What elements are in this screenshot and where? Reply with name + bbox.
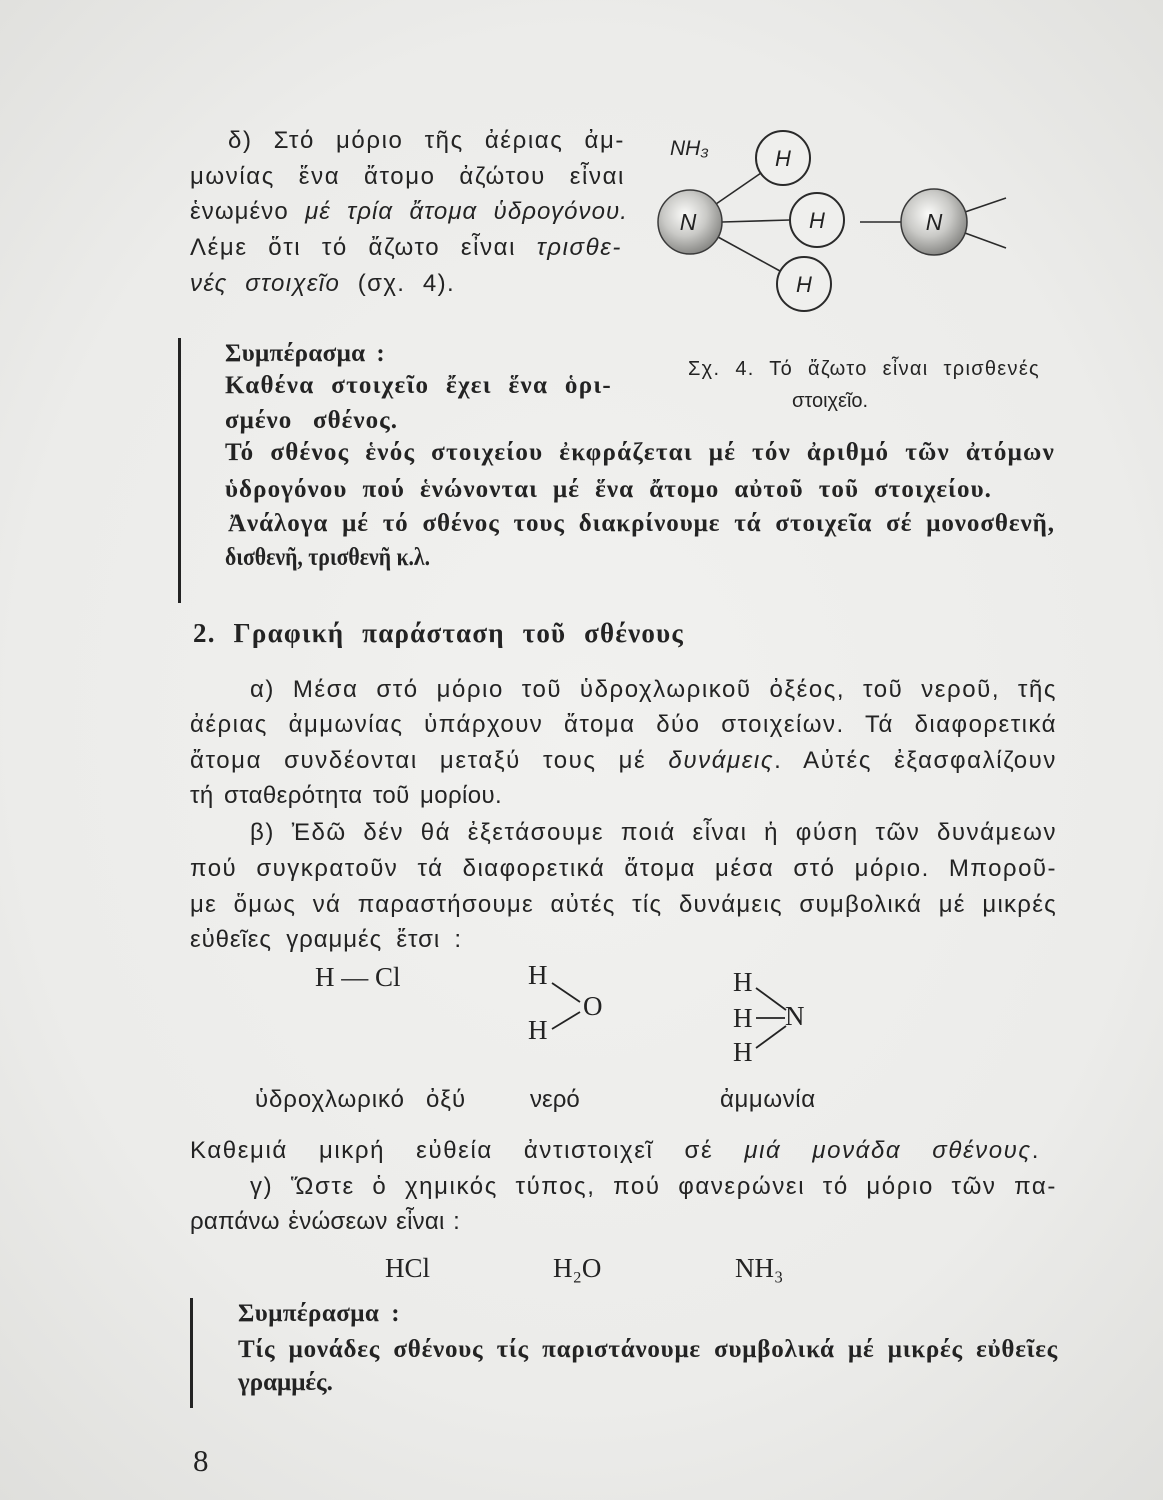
conclusion-line <box>225 475 992 505</box>
ammonia-nitrogen: N <box>785 1001 805 1031</box>
bond-line <box>716 173 761 204</box>
paragraph-d-line <box>190 269 455 299</box>
label-text: ἀμμωνία <box>720 1086 816 1113</box>
line-text: Τό σθένος ἑνός στοιχείου ἐκφράζεται μέ τόν ἀριθμό τῶν ἀτόμων <box>225 439 1055 466</box>
bond-line <box>756 1026 786 1048</box>
line-text: μωνίας ἕνα ἄτομο ἀζώτου εἶναι <box>190 163 625 190</box>
paragraph-d-line <box>190 162 625 192</box>
label-text: νερό <box>530 1086 580 1113</box>
figure-caption-line <box>792 388 868 414</box>
water-hydrogen-bottom: H <box>528 1015 548 1045</box>
conclusion-box-border <box>178 338 181 603</box>
water-oxygen: O <box>583 991 603 1021</box>
conclusion-line <box>225 371 612 401</box>
line-text <box>190 1136 1040 1166</box>
conclusion-line <box>228 509 1055 539</box>
line-text: γραμμές. <box>238 1369 333 1396</box>
paragraph-b-line <box>190 890 1057 920</box>
text-segment: ἑνωμένο <box>190 198 306 225</box>
line-text <box>190 233 622 263</box>
atom-symbol: H <box>809 208 825 233</box>
line-text: σμένο σθένος. <box>225 407 398 434</box>
line-text <box>190 746 1057 776</box>
heading-text: 2. Γραφική παράσταση τοῦ σθένους <box>193 618 684 648</box>
line-text: εὐθεῖες γραμμές ἔτσι : <box>190 926 462 953</box>
italic-text: τρισθε- <box>536 234 622 261</box>
conclusion-line <box>238 1335 1058 1365</box>
text-segment: . <box>1031 1137 1040 1164</box>
text-segment: ἄτομα συνδέονται μεταξύ τους μέ <box>190 747 669 774</box>
ammonia-hydrogen-middle: H <box>733 1003 753 1033</box>
formula-label <box>720 1085 820 1115</box>
line-text: ὑδρογόνου πού ἑνώνονται μέ ἕνα ἄτομο αὐτοῦ τοῦ στοιχείου. <box>225 476 992 503</box>
line-text: Καθένα στοιχεῖο ἔχει ἕνα ὁρι- <box>225 372 612 399</box>
text-segment: (σχ. 4). <box>340 270 455 297</box>
line-text <box>190 269 455 299</box>
structural-bond-lines <box>500 950 830 1060</box>
conclusion-line <box>225 543 430 573</box>
page-number: 8 <box>193 1443 209 1478</box>
line-text <box>190 197 628 227</box>
paragraph-b-line <box>190 925 462 955</box>
line-text: α) Μέσα στό μόριο τοῦ ὑδροχλωρικοῦ ὀξέος, τοῦ νεροῦ, τῆς <box>250 676 1057 703</box>
paragraph-d-line <box>190 197 628 227</box>
atom-symbol: N <box>925 209 943 235</box>
figure-molecule-label: NH₃ <box>670 137 709 160</box>
paragraph-b-line <box>190 854 1057 884</box>
text-segment: Καθεμιά μικρή εὐθεία ἀντιστοιχεῖ σέ <box>190 1137 745 1164</box>
conclusion-line <box>225 406 398 436</box>
atom-symbol: N <box>679 209 697 235</box>
atom-symbol: H <box>775 146 791 171</box>
figure-4-ammonia-molecule <box>640 110 1040 320</box>
paragraph-d-line <box>228 126 625 156</box>
line-text: Συμπέρασμα : <box>225 340 385 367</box>
line-text: γ) Ὥστε ὁ χημικός τύπος, πού φανερώνει τό μόριο τῶν πα- <box>250 1173 1057 1200</box>
ammonia-hydrogen-bottom: H <box>733 1037 753 1067</box>
italic-text: μιά μονάδα σθένους <box>744 1137 1032 1164</box>
figure-caption-line <box>688 356 1040 382</box>
bond-line <box>722 220 790 222</box>
bond-line <box>756 988 786 1010</box>
conclusion-line <box>238 1368 333 1398</box>
line-text: πού συγκρατοῦν τά διαφορετικά ἄτομα μέσα στό μόριο. Μποροῦ- <box>190 855 1057 882</box>
conclusion-title <box>238 1299 400 1329</box>
paragraph-a-line <box>190 710 1057 740</box>
line-text: β) Ἐδῶ δέν θά ἐξετάσουμε ποιά εἶναι ἡ φύση τῶν δυνάμεων <box>250 819 1057 846</box>
italic-text: μέ τρία ἄτομα ὑδρογόνου. <box>305 198 628 225</box>
line-text: Τίς μονάδες σθένους τίς παριστάνουμε συμβολικά μέ μικρές εὐθεῖες <box>238 1336 1058 1363</box>
text-segment: Λέμε ὅτι τό ἄζωτο εἶναι <box>190 234 537 261</box>
line-text: Ἀνάλογα μέ τό σθένος τους διακρίνουμε τά στοιχεῖα σέ μονοσθενῆ, <box>228 510 1055 537</box>
paragraph-a-line <box>250 675 1057 705</box>
caption-text: στοιχεῖο. <box>792 390 869 412</box>
hcl-structural-formula: H — Cl <box>315 962 401 992</box>
conclusion-line <box>225 438 1055 468</box>
conclusion-title <box>225 339 385 369</box>
formula-label <box>530 1085 580 1115</box>
molecular-formula-water: H₂O <box>553 1253 602 1283</box>
paragraph-a-line <box>190 781 502 811</box>
text-segment: . Αὐτές ἐξασφαλίζουν <box>774 747 1057 774</box>
paragraph-b-line <box>250 818 1057 848</box>
atom-symbol: H <box>796 272 812 297</box>
italic-text: δυνάμεις <box>668 747 775 774</box>
line-text: ραπάνω ἑνώσεων εἶναι : <box>190 1208 460 1235</box>
molecular-formula-ammonia: NH₃ <box>735 1253 784 1283</box>
paragraph-c-line <box>190 1207 460 1237</box>
line-text: ἀέριας ἀμμωνίας ὑπάρχουν ἄτομα δύο στοιχείων. Τά διαφορετικά <box>190 711 1057 738</box>
conclusion-box-border <box>190 1298 193 1408</box>
line-text: τή σταθερότητα τοῦ μορίου. <box>190 782 502 809</box>
paragraph-c-line <box>250 1172 1057 1202</box>
bond-line <box>965 198 1006 212</box>
paragraph-a-line <box>190 746 1057 776</box>
ammonia-hydrogen-top: H <box>733 967 753 997</box>
section-heading <box>193 617 684 649</box>
paragraph-d-line <box>190 233 622 263</box>
line-text: δισθενῆ, τρισθενῆ κ.λ. <box>225 544 430 571</box>
bond-line <box>718 237 780 271</box>
bond-line <box>552 983 580 1002</box>
caption-text: Σχ. 4. Τό ἄζωτο εἶναι τρισθενές <box>688 358 1040 380</box>
line-text: με ὅμως νά παραστήσουμε αὐτές τίς δυνάμεις συμβολικά μέ μικρές <box>190 891 1057 918</box>
italic-text: νές στοιχεῖο <box>190 270 341 297</box>
molecular-formula-hcl: HCl <box>385 1253 431 1283</box>
water-hydrogen-top: H <box>528 960 548 990</box>
bond-statement-line <box>190 1136 1040 1166</box>
formula-label <box>255 1085 466 1115</box>
bond-line <box>965 233 1006 248</box>
line-text: Συμπέρασμα : <box>238 1300 400 1327</box>
label-text: ὑδροχλωρικό ὀξύ <box>255 1086 466 1113</box>
bond-line <box>552 1012 580 1029</box>
line-text: δ) Στό μόριο τῆς ἀέριας ἀμ- <box>228 127 625 154</box>
